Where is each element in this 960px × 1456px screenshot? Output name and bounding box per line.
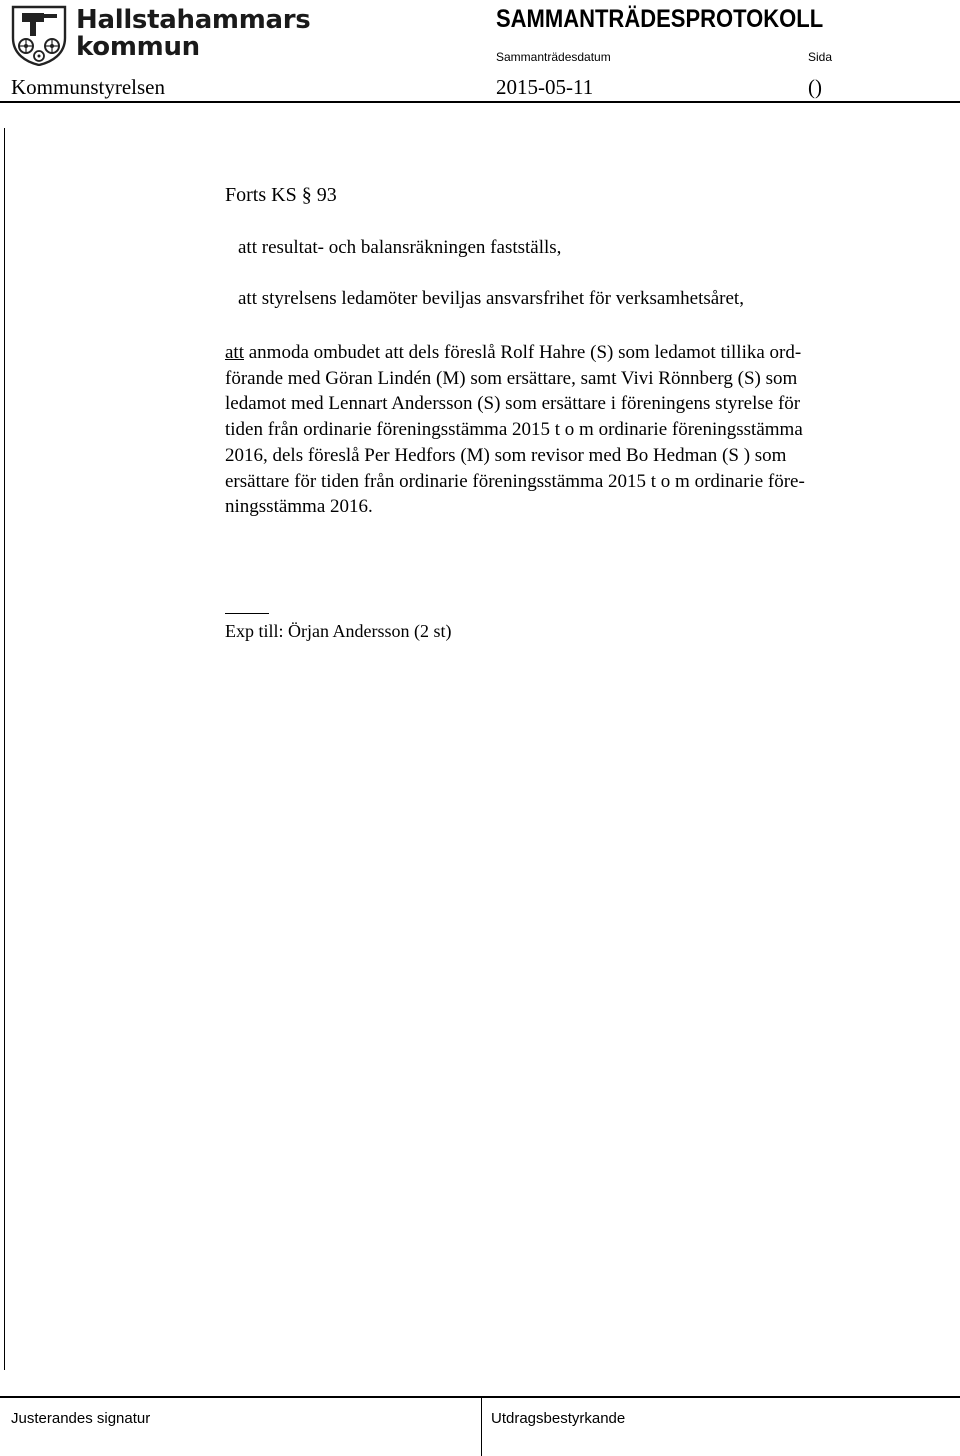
paragraph-line: ersättare för tiden från ordinarie föreningsstämma 2015 t o m ordinarie före-: [225, 470, 805, 492]
footer-divider: [0, 1396, 960, 1398]
logo-text-line2: kommun: [76, 32, 200, 62]
municipality-logo: [10, 4, 311, 68]
meeting-date-value: 2015-05-11: [496, 75, 594, 99]
footer-column-divider: [481, 1396, 482, 1456]
decision-paragraph: [225, 340, 911, 520]
paragraph-line-1-text: anmoda ombudet att dels föreslå Rolf Hahre (S) som ledamot tillika ord-: [244, 342, 802, 363]
meeting-date-label: Sammanträdesdatum: [496, 50, 611, 64]
decision-line-2: att styrelsens ledamöter beviljas ansvarsfrihet för verksamhetsåret,: [238, 288, 744, 309]
signature-label: Justerandes signatur: [11, 1410, 151, 1427]
paragraph-line: ledamot med Lennart Andersson (S) som ersättare i föreningens styrelse för: [225, 393, 801, 415]
distribution-list: Exp till: Örjan Andersson (2 st): [225, 621, 452, 641]
paragraph-att-prefix: att: [225, 342, 244, 363]
committee-name: Kommunstyrelsen: [11, 75, 165, 99]
extract-certification-label: Utdragsbestyrkande: [491, 1410, 626, 1427]
section-heading: Forts KS § 93: [225, 184, 337, 206]
coat-of-arms-icon: [10, 4, 68, 66]
distribution-separator: [225, 613, 269, 614]
logo-text-line1: Hallstahammars: [76, 5, 311, 35]
document-title: SAMMANTRÄDESPROTOKOLL: [496, 5, 824, 33]
page-number-value: (): [808, 75, 822, 99]
paragraph-line: ningsstämma 2016.: [225, 496, 373, 518]
paragraph-line: 2016, dels föreslå Per Hedfors (M) som revisor med Bo Hedman (S ) som: [225, 444, 787, 466]
left-margin-line: [4, 128, 5, 1370]
paragraph-line: [225, 340, 911, 366]
decision-line-1: att resultat- och balansräkningen fastställs,: [238, 237, 562, 258]
page-label: Sida: [808, 50, 833, 64]
header-divider: [0, 101, 960, 103]
paragraph-line: förande med Göran Lindén (M) som ersättare, samt Vivi Rönnberg (S) som: [225, 367, 798, 389]
paragraph-line: tiden från ordinarie föreningsstämma 2015 t o m ordinarie föreningsstämma: [225, 419, 803, 441]
